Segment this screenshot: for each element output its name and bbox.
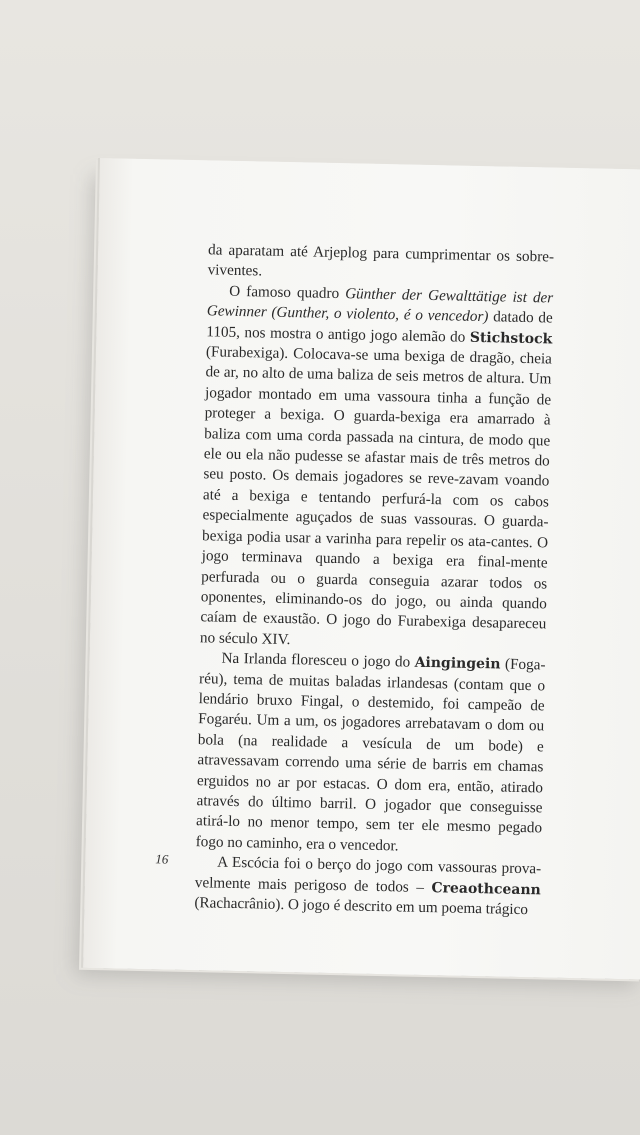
text-segment: (Furabexiga). Colocava-se uma bexiga de dragão, cheia de ar, no alto de uma baliza de seis metros de altura. Um jogador montado em uma vassoura tinha a função de proteger a bexiga. O guarda-bexiga era amarrado à baliza com uma corda passada na cintura, de modo que ele ou ela não pudesse se afastar mais de três metros do seu posto. Os demais jogadores se reve-zavam voando até a bexiga e tentando perfurá-la com os cabos especialmente aguçados de suas vassouras. O guarda-bexiga podia usar a varinha para repelir os ata-cantes. O jogo terminava quando a bexiga era final-mente perfurada ou o guarda conseguia azarar todos os oponentes, eliminando-os do jogo, ou ainda quando caíam de exaustão. O jogo do Furabexiga desapareceu no século XIV. [199,343,553,648]
page-number: 16 [155,851,169,867]
text-segment: (Rachacrânio). O jogo é descrito em um poema trágico [194,894,529,919]
text-segment: O famoso quadro [229,282,346,302]
paragraph-0 [207,240,554,288]
game-name-aingingein: Aingingein [414,654,501,673]
book-page [83,158,640,980]
text-segment: A Escócia foi o berço do jogo com vassouras prova-velmente mais perigoso de todos – [194,853,542,896]
paragraph-1 [200,281,554,655]
text-segment: Na Irlanda floresceu o jogo do [221,649,415,671]
page-text [194,240,554,921]
painting-title: Günther der Gewalttätige ist der Gewinner (Gunther, o violento, é o vencedor) [206,284,554,326]
paragraph-2 [195,648,545,859]
game-name-stichstock: Stichstock [469,329,553,348]
paragraph-3 [194,852,541,920]
text-segment: da aparatam até Arjeplog para cumprimentar os sobre-viventes. [207,241,555,280]
text-segment: datado de 1105, nos mostra o antigo jogo alemão do [206,308,553,346]
text-segment: (Foga-réu), tema de muitas baladas irlandesas (contam que o lendário bruxo Fingal, o destemido, foi campeão de Fogaréu. Um a um, os jogadores arrebatavam o dom ou bola (na realidade a vesícula de um bode) e atravessavam correndo uma série de barris em chamas erguidos no ar por estacas. O dom era, então, atirado através do último barril. O jogador que conseguisse atirá-lo no menor tempo, sem ter ele mesmo pegado fogo no caminho, era o vencedor. [195,655,546,855]
game-name-creaothceann: Creaothceann [431,879,541,898]
